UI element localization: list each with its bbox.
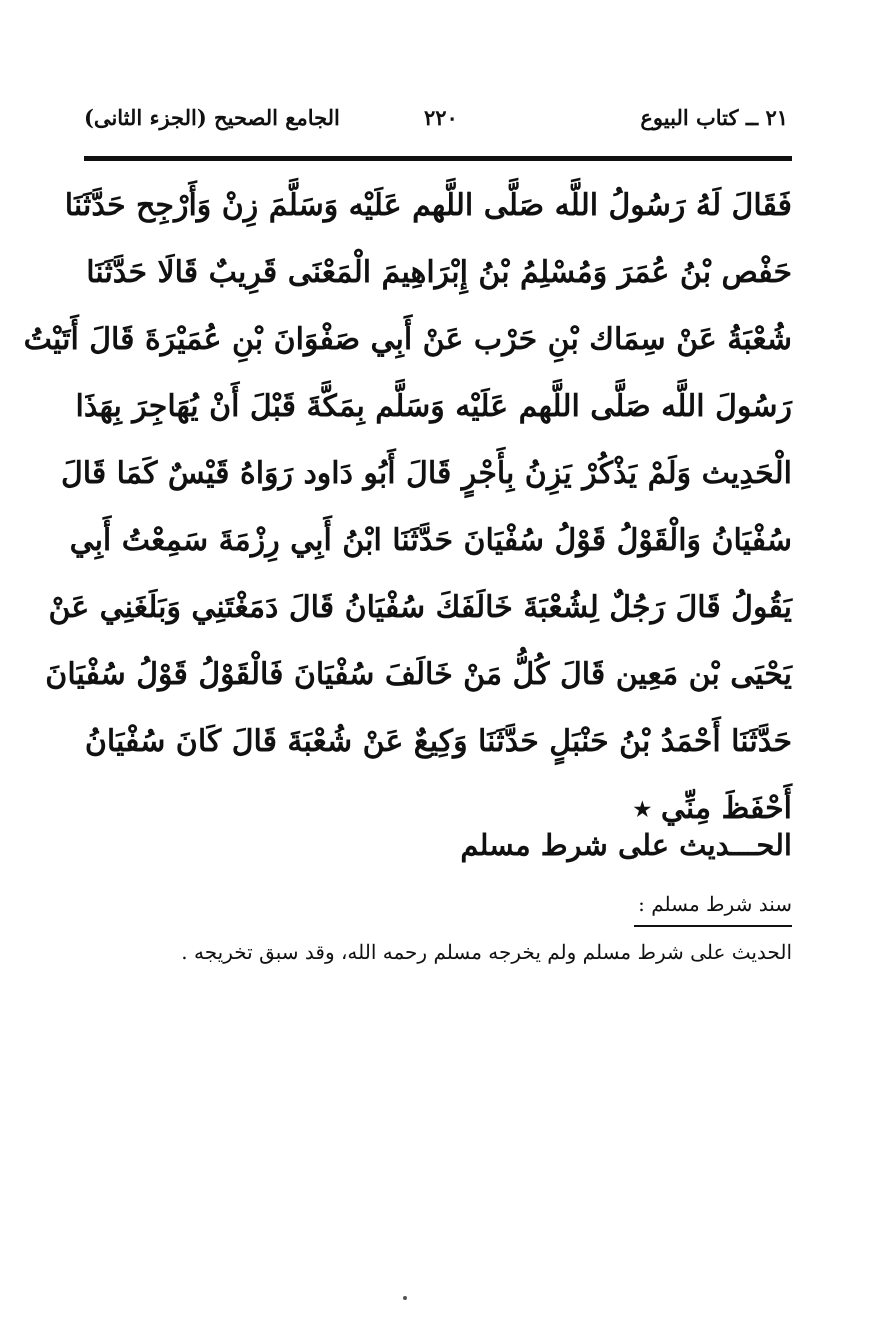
hadith-text [23,172,792,842]
page-header [84,96,792,140]
text-line: الْحَدِيث وَلَمْ يَذْكُرْ يَزِنُ بِأَجْرٍ قَالَ أَبُو دَاود رَوَاهُ قَيْسٌ كَمَا قَالَ [60,456,792,491]
text-line: سُفْيَانُ وَالْقَوْلُ قَوْلُ سُفْيَانَ حَدَّثَنَا ابْنُ أَبِي رِزْمَةَ سَمِعْتُ أَبِي [69,523,792,558]
text-line: فَقَالَ لَهُ رَسُولُ اللَّه صَلَّى اللَّهم عَلَيْه وَسَلَّمَ زِنْ وَأَرْجِح حَدَّثَنَا [64,188,792,223]
book-title: الجامع الصحيح (الجزء الثانى) [84,105,340,130]
page-number: ٢٢٠ [424,105,458,130]
text-line: رَسُولَ اللَّه صَلَّى اللَّهم عَلَيْه وَسَلَّم بِمَكَّةَ قَبْلَ أَنْ يُهَاجِرَ بِهَذَا [75,389,792,424]
section-note: الحديث على شرط مسلم ولم يخرجه مسلم رحمه الله، وقد سبق تخريجه . [181,940,792,964]
text-line: حَفْص بْنُ عُمَرَ وَمُسْلِمُ بْنُ إِبْرَاهِيمَ الْمَعْنَى قَرِيبٌ قَالَا حَدَّثَنَا [86,255,792,290]
chapter-title: ٢١ ــ كتاب البيوع [640,105,788,130]
section-subheading: سند شرط مسلم : [638,892,792,916]
text-line: يَحْيَى بْن مَعِين قَالَ كُلُّ مَنْ خَالَفَ سُفْيَانَ فَالْقَوْلُ قَوْلُ سُفْيَانَ [45,657,792,692]
text-line: أَحْفَظَ مِنِّي ⭑ [634,791,792,826]
page-dot [403,1296,407,1300]
section-heading: الحـــديث على شرط مسلم [460,828,792,862]
text-line: شُعْبَةُ عَنْ سِمَاك بْنِ حَرْب عَنْ أَبِي صَفْوَانَ بْنِ عُمَيْرَةَ قَالَ أَتَيْتُ [23,322,792,357]
subheading-underline [634,925,792,927]
header-divider [84,156,792,161]
text-line: يَقُولُ قَالَ رَجُلٌ لِشُعْبَةَ خَالَفَكَ سُفْيَانُ قَالَ دَمَغْتَنِي وَبَلَغَنِي عَنْ [48,590,792,625]
text-line: حَدَّثَنَا أَحْمَدُ بْنُ حَنْبَلٍ حَدَّثَنَا وَكِيعٌ عَنْ شُعْبَةَ قَالَ كَانَ سُفْيَانُ [84,724,792,759]
